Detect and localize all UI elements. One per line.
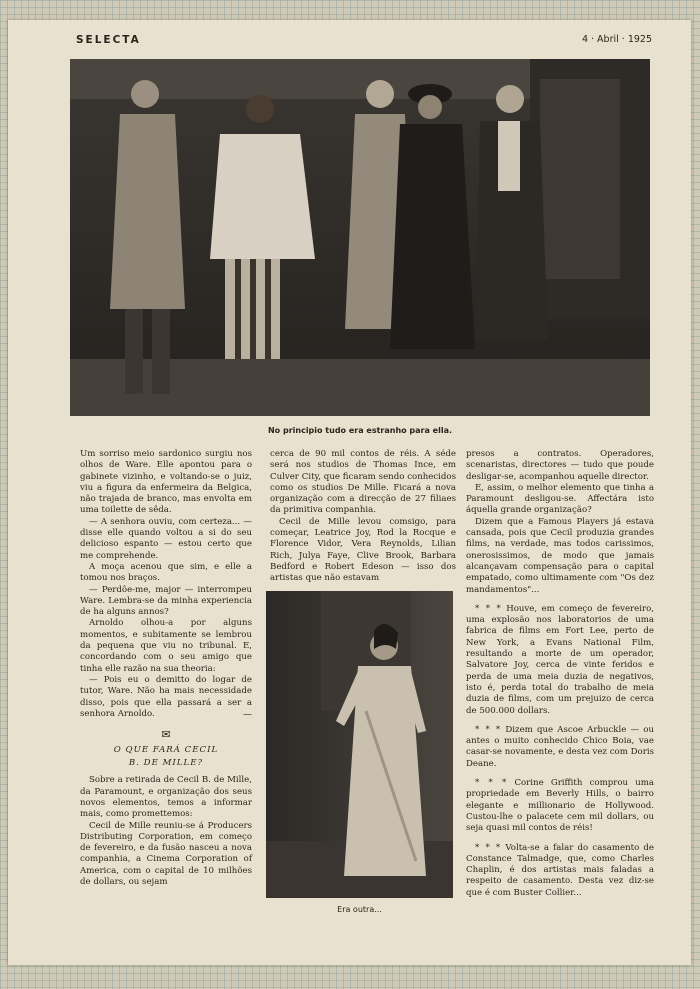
photo-caption-top: No principio tudo era estranho para ella. xyxy=(267,426,453,435)
magazine-title: SELECTA xyxy=(76,34,141,46)
news-item xyxy=(466,778,654,834)
news-text: Volta-se a falar do casamento de Constance Talmadge, que, como Charles Chaplin, é dos artistas mais faladas a respeito de casamento. Desta vez diz-se que é com Buster Collier... xyxy=(466,842,654,898)
news-item xyxy=(466,725,654,770)
film-still-woman-portrait xyxy=(266,591,453,898)
stars-marker: * * * xyxy=(475,778,508,789)
paragraph: E, assim, o melhor elemento que tinha a Paramount desligou-se. Affectára isto áquella grande organização? xyxy=(466,482,654,516)
section-title-line-2: B. DE MILLE? xyxy=(128,758,204,769)
end-dash: — xyxy=(243,710,252,721)
section-title-line-1: O QUE FARÁ CECIL xyxy=(113,744,219,755)
paragraph: cerca de 90 mil contos de réis. A séde será nos studios de Thomas Ince, em Culver City, que ficaram sendo conhecidos como os studios De Mille. Ficará a nova organização com a direcção de 27 filiaes da primitiva companhia. xyxy=(270,449,456,516)
news-text: Houve, em começo de fevereiro, uma explosão nos laboratorios de uma fabrica de films em Fort Lee, perto de New York, a Evans National Film, resultando a morte de um operador, Salvatore Joy, cerca de vinte feridos e perda de uma meia duzia de negativos, isto é, perda total do trabalho de meia duzia de films, com um prejuizo de cerca de 500.000 dollars. xyxy=(466,603,655,716)
news-text: Corine Griffith comprou uma propriedade em Beverly Hills, o bairro elegante e millionario de Hollywood. Custou-lhe o palacete cem mil dollars, ou seja quasi mil contos de réis! xyxy=(466,778,655,834)
article-column-1 xyxy=(80,449,252,888)
paragraph: Arnoldo olhou-a por alguns momentos, e subitamente se lembrou da pequena que viu no tribunal. E, concordando com o seu amigo que tinha elle razão na sua theoria: xyxy=(80,618,252,674)
news-item xyxy=(466,843,654,899)
paragraph: Dizem que a Famous Players já estava cansada, pois que Cecil produzia grandes films, na verdade, mas todos carissimos, onerosissimos, de modo que jamais alcançavam compensação para o capital empatado, como ultimamente com "Os dez mandamentos"... xyxy=(466,516,654,595)
paragraph: Um sorriso meio sardonico surgiu nos olhos de Ware. Elle apontou para o gabinete vizinho, e voltando-se o juiz, viu a figura da enfermeira da Belgica, não trajada de branco, mas envolta em uma toilette de sêda. xyxy=(80,449,252,516)
news-text: Dizem que Ascoe Arbuckle — ou antes o muito conhecido Chico Boia, vae casar-se novamente, e desta vez com Doris Deane. xyxy=(466,724,654,769)
article-column-2 xyxy=(270,449,456,585)
stars-marker: * * * xyxy=(475,603,502,614)
film-still-group-scene xyxy=(70,59,650,416)
paragraph: A moça acenou que sim, e elle a tomou nos braços. xyxy=(80,561,252,584)
paragraph: Cecil de Mille reuniu-se á Producers Distributing Corporation, em começo de fevereiro, e da fusão nasceu a nova companhia, a Cinema Corporation of America, com o capital de 10 milhões de dollars, ou sejam xyxy=(80,820,252,887)
news-item xyxy=(466,604,654,717)
paragraph: Sobre a retirada de Cecil B. de Mille, da Paramount, e organização dos seus novos elementos, temos a informar mais, como promettemos: xyxy=(80,775,252,820)
paragraph: — Perdôe-me, major — interrompeu Ware. Lembra-se da minha experiencia de ha alguns annos? xyxy=(80,584,252,618)
article-column-3 xyxy=(466,449,654,899)
paragraph: presos a contratos. Operadores, scenaristas, directores — tudo que poude desligar-se, acompanhou aquelle director. xyxy=(466,449,654,482)
stars-marker: * * * xyxy=(475,842,502,853)
envelope-ornament-icon: ✉ xyxy=(161,728,171,742)
paragraph: — A senhora ouviu, com certeza... — disse elle quando voltou a si do seu delicioso espanto — estou certo que me comprehende. xyxy=(80,516,252,561)
issue-date: 4 · Abril · 1925 xyxy=(581,34,652,45)
paragraph: Cecil de Mille levou comsigo, para começar, Leatrice Joy, Rod la Rocque e Florence Vidor, Vera Reynolds, Lilian Rich, Julya Faye, Clive Brook, Barbara Bedford e Robert Edeson — isso dos artistas que não estavam xyxy=(270,516,456,584)
paragraph: — Pois eu o demitto do logar de tutor, Ware. Não ha mais necessidade disso, pois que ella passará a ser a senhora Arnoldo. xyxy=(80,674,252,719)
stars-marker: * * * xyxy=(475,724,502,735)
photo-caption-bottom: Era outra... xyxy=(337,905,382,914)
